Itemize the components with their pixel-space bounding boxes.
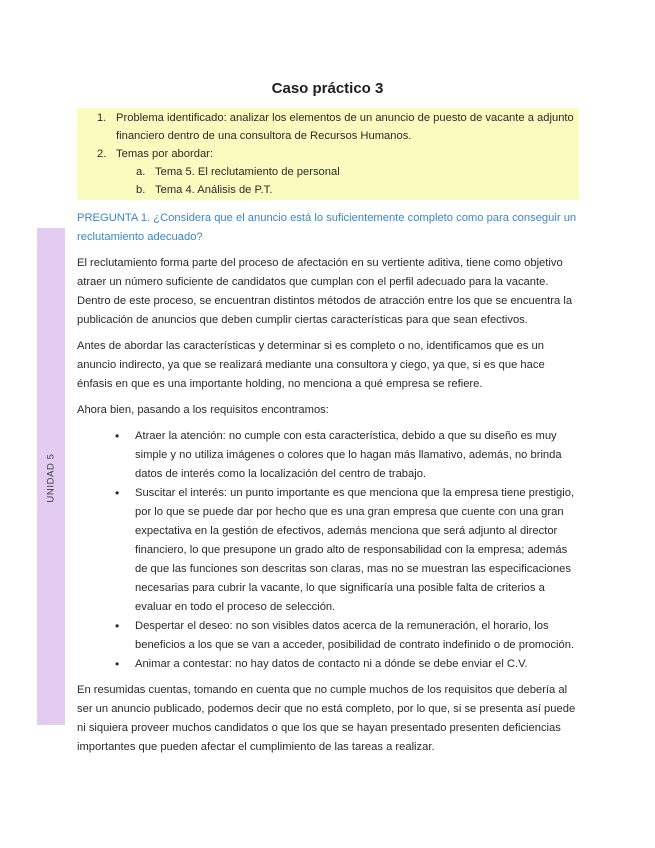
subitem-a-letter: a. bbox=[136, 166, 146, 178]
subitem-b-letter: b. bbox=[136, 184, 146, 196]
subitem-b-text: Tema 4. Análisis de P.T. bbox=[155, 184, 273, 196]
item-1-line-1: Problema identificado: analizar los elementos de un anuncio de puesto de vacante a adjunto bbox=[116, 112, 574, 124]
paragraph-2: Antes de abordar las características y determinar si es completo o no, identificamos que es un anuncio indirecto, ya que se realizará mediante una consultora y ciego, ya que, si es que hace énfasis en que es una importante holding, no menciona a qué empresa se refiere. bbox=[77, 340, 545, 390]
list-item: • Atraer la atención: no cumple con esta característica, debido a que su diseño es muy simple y no utiliza imágenes o colores que lo hagan más llamativo, además, no brinda datos de interés como la localización del centro de trabajo. bbox=[77, 427, 580, 484]
unit-label: UNIDAD 5 bbox=[45, 453, 57, 503]
main-content bbox=[77, 209, 580, 764]
item-1-number: 1. bbox=[97, 112, 107, 124]
paragraph-3: Ahora bien, pasando a los requisitos encontramos: bbox=[77, 404, 329, 416]
paragraph-1: El reclutamiento forma parte del proceso de afectación en su vertiente aditiva, tiene como objetivo atraer un número suficiente de candidatos que cumplan con el perfil adecuado para la vacante. Dentro de este proceso, se encuentran distintos métodos de atracción entre los que se encuentra la publicación de anuncios que deben cumplir ciertas características para que sean efectivos. bbox=[77, 257, 573, 326]
item-2-text: Temas por abordar: bbox=[116, 148, 214, 160]
question-heading: PREGUNTA 1. ¿Considera que el anuncio está lo suficientemente completo como para conseguir un reclutamiento adecuado? bbox=[77, 212, 577, 243]
conclusion-paragraph: En resumidas cuentas, tomando en cuenta que no cumple muchos de los requisitos que debería al ser un anuncio publicado, podemos decir que no está completo, por lo que, si se presenta así puede ni siquiera proveer muchos candidatos o que los que se hayan presentado presenten deficiencias importantes que pueden afectar el cumplimiento de las tareas a realizar. bbox=[77, 684, 576, 753]
requirements-list bbox=[77, 427, 580, 674]
subitem-a-text: Tema 5. El reclutamiento de personal bbox=[155, 166, 340, 178]
list-item: • Animar a contestar: no hay datos de contacto ni a dónde se debe enviar el C.V. bbox=[77, 655, 580, 674]
item-1-line-2: financiero dentro de una consultora de Recursos Humanos. bbox=[116, 130, 412, 142]
item-2-number: 2. bbox=[97, 148, 107, 160]
list-item: • Despertar el deseo: no son visibles datos acerca de la remuneración, el horario, los beneficios a los que se van a acceder, posibilidad de contrato indefinido o de promoción. bbox=[77, 617, 580, 655]
page-title: Caso práctico 3 bbox=[271, 80, 384, 97]
list-item: • Suscitar el interés: un punto importante es que menciona que la empresa tiene prestigio, por lo que se puede dar por hecho que es una gran empresa que cuente con una gran expectativa en la gestión de efectivos, además menciona que será adjunto al director financiero, lo que presupone un grado alto de responsabilidad con la empresa; además de que las funciones son descritas son claras, mas no se muestran las especificaciones necesarias para cubrir la vacante, lo que significaría una posible falta de criterios a evaluar en todo el proceso de selección. bbox=[77, 484, 580, 617]
